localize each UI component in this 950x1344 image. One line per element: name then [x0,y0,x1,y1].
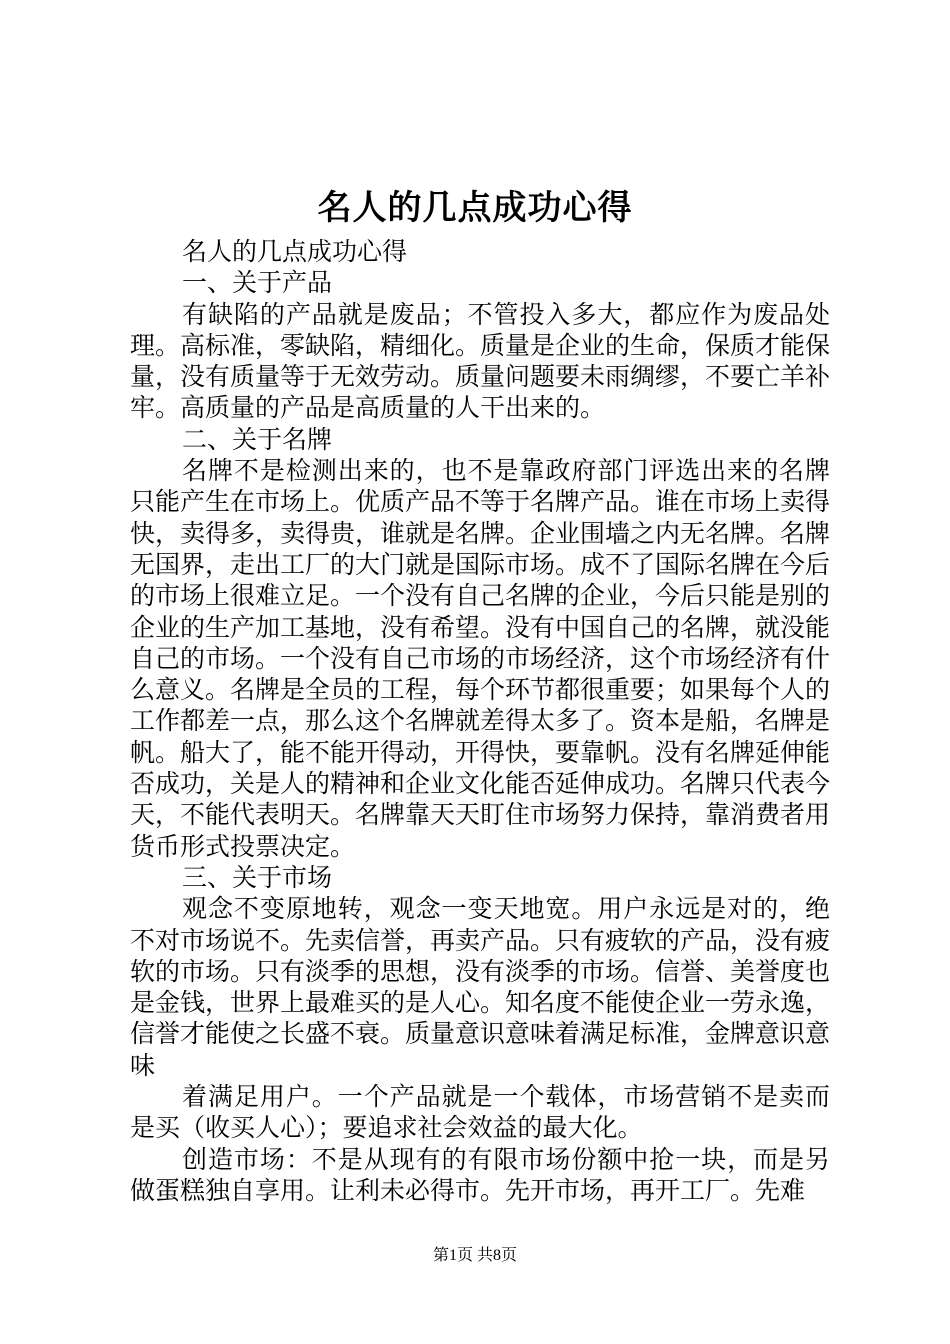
section-heading-brand: 二、关于名牌 [182,424,333,454]
paragraph-user-satisfaction: 着满足用户。一个产品就是一个载体，市场营销不是卖而是买（收买人心）；要追求社会效益的最大化。 [130,1082,830,1143]
document-body [130,236,830,1206]
subtitle-paragraph: 名人的几点成功心得 [182,237,408,266]
document-title: 名人的几点成功心得 [317,188,633,228]
section-heading-product: 一、关于产品 [182,268,333,298]
section-heading-market: 三、关于市场 [182,862,333,892]
paragraph-brand: 名牌不是检测出来的，也不是靠政府部门评选出来的名牌只能产生在市场上。优质产品不等于名牌产品。谁在市场上卖得快，卖得多，卖得贵，谁就是名牌。企业围墙之内无名牌。名牌无国界，走出工厂的大门就是国际市场。成不了国际名牌在今后的市场上很难立足。一个没有自己名牌的企业，今后只能是别的企业的生产加工基地，没有希望。没有中国自己的名牌，就没能自己的市场。一个没有自己市场的市场经济，这个市场经济有什么意义。名牌是全员的工程，每个环节都很重要；如果每个人的工作都差一点，那么这个名牌就差得太多了。资本是船，名牌是帆。船大了，能不能开得动，开得快，要靠帆。没有名牌延伸能否成功，关是人的精神和企业文化能否延伸成功。名牌只代表今天，不能代表明天。名牌靠天天盯住市场努力保持，靠消费者用货币形式投票决定。 [130,456,831,861]
paragraph-product: 有缺陷的产品就是废品；不管投入多大，都应作为废品处理。高标准，零缺陷，精细化。质量是企业的生命，保质才能保量，没有质量等于无效劳动。质量问题要未雨绸缪，不要亡羊补牢。高质量的产品是高质量的人干出来的。 [130,299,831,423]
page-footer: 第1页 共8页 [432,1247,517,1264]
paragraph-create-market: 创造市场：不是从现有的有限市场份额中抢一块，而是另做蛋糕独自享用。让利未必得市。先开市场，再开工厂。先难 [130,1144,830,1205]
paragraph-market: 观念不变原地转，观念一变天地宽。用户永远是对的，绝不对市场说不。先卖信誉，再卖产品。只有疲软的产品，没有疲软的市场。只有淡季的思想，没有淡季的市场。信誉、美誉度也是金钱，世界上最难买的是人心。知名度不能使企业一劳永逸，信誉才能使之长盛不衰。质量意识意味着满足标准，金牌意识意味 [130,894,831,1080]
